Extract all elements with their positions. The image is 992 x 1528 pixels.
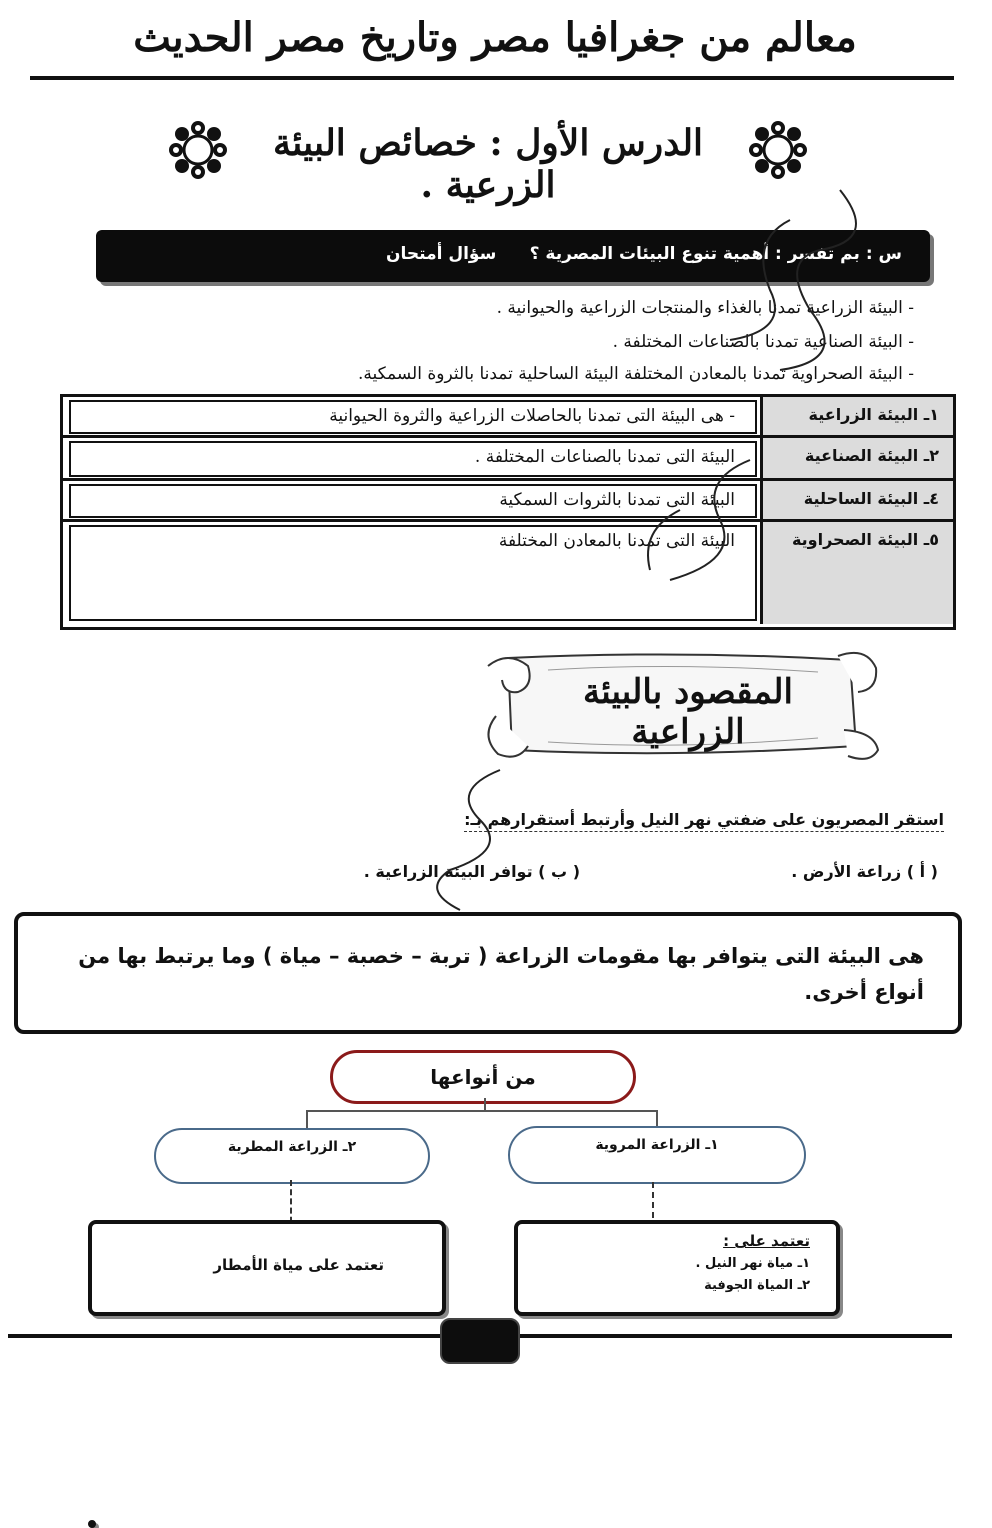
environments-table <box>60 394 956 630</box>
irrigated-detail-box <box>514 1220 840 1316</box>
answer-line: - البيئة الزراعية تمدنا بالغذاء والمنتجات الزراعية والحيوانية . <box>496 298 914 318</box>
diagram-type-rainfed: ٢ـ الزراعة المطرية <box>154 1128 430 1184</box>
diagram-type-irrigated: ١ـ الزراعة المروية <box>508 1126 806 1184</box>
table-row-desc: - هى البيئة التى تمدنا بالحاصلات الزراعية والثروة الحيوانية <box>69 400 757 434</box>
title-divider <box>30 76 954 80</box>
lesson-title: الدرس الأول : خصائص البيئة الزرعية . <box>272 122 704 206</box>
lesson-banner <box>168 104 808 206</box>
rainfed-detail-text: تعتمد على مياة الأمطار <box>213 1256 384 1274</box>
question-bar <box>96 230 930 282</box>
flower-ornament-icon <box>748 120 808 180</box>
table-row <box>63 438 953 478</box>
table-row <box>63 522 953 624</box>
irrigated-detail-title: تعتمد على : <box>723 1232 810 1250</box>
definition-box <box>14 912 962 1034</box>
table-row-desc: البيئة التى تمدنا بالصناعات المختلفة . <box>69 441 757 477</box>
flower-ornament-icon <box>168 120 228 180</box>
settlement-intro: استقر المصريون على ضفتي نهر النيل وأرتبط أستقرارهم بـ: <box>464 810 944 832</box>
page-number-box <box>440 1318 520 1364</box>
answer-line: - البيئة الصناعية تمدنا بالصناعات المختلفة . <box>612 332 914 352</box>
reason-a: ( أ ) زراعة الأرض . <box>791 862 938 881</box>
table-row-label: ١ـ البيئة الزراعية <box>760 397 953 435</box>
table-row-desc: البيئة التى تمدنا بالمعادن المختلفة <box>69 525 757 621</box>
irrigated-detail-item: ١ـ مياة نهر النيل . <box>695 1256 810 1271</box>
table-row-desc: البيئة التى تمدنا بالثروات السمكية <box>69 484 757 518</box>
table-row-label: ٤ـ البيئة الساحلية <box>760 481 953 519</box>
definition-text: هى البيئة التى يتوافر بها مقومات الزراعة ( تربة – خصبة – مياة ) وما يرتبط بها من أنواع أخرى. <box>78 944 924 1004</box>
placeholder <box>88 1520 96 1528</box>
rainfed-detail-box <box>88 1220 446 1316</box>
table-row <box>63 397 953 435</box>
diagram-root: من أنواعها <box>330 1050 636 1104</box>
question-text: س : بم تفسر : أهمية تنوع البيئات المصرية ؟ <box>529 244 902 264</box>
watermark-scribble-icon <box>410 760 530 920</box>
scroll-title: المقصود بالبيئة الزراعية <box>583 672 793 752</box>
answer-line: - البيئة الصحراوية تمدنا بالمعادن المختلفة البيئة الساحلية تمدنا بالثروة السمكية. <box>358 364 914 384</box>
table-row <box>63 481 953 519</box>
connector-line <box>306 1110 308 1130</box>
connector-line <box>306 1110 658 1112</box>
irrigated-detail-item: ٢ـ المياة الجوفية <box>704 1278 810 1293</box>
scroll-banner <box>478 646 886 764</box>
table-row-label: ٥ـ البيئة الصحراوية <box>760 522 953 624</box>
exam-label: سؤال أمتحان <box>386 244 497 264</box>
page-title: معالم من جغرافيا مصر وتاريخ مصر الحديث <box>133 14 857 61</box>
reason-b: ( ب ) توافر البيئة الزراعية . <box>363 862 580 881</box>
table-row-label: ٢ـ البيئة الصناعية <box>760 438 953 478</box>
